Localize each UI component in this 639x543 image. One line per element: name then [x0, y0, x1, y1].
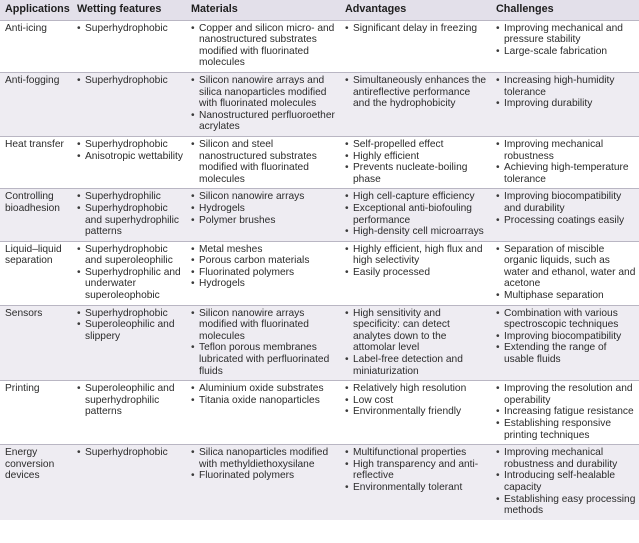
list-item: • Extending the range of usable fluids	[496, 342, 636, 365]
list-item: • Separation of miscible organic liquids, such as water and ethanol, water and acetone	[496, 244, 636, 290]
challenges-cell	[491, 72, 639, 136]
bullet-list	[191, 139, 337, 185]
list-item: • Copper and silicon micro- and nanostructured substrates modified with fluorinated molecules	[191, 23, 337, 69]
table-row	[0, 189, 639, 241]
list-item: • Superhydrophilic	[77, 191, 183, 203]
bullet-list	[496, 23, 636, 58]
application-cell: Anti-icing	[0, 20, 72, 72]
list-item: • Improving mechanical robustness	[496, 139, 636, 162]
application-cell: Liquid–liquid separation	[0, 241, 72, 305]
list-item: • Introducing self-healable capacity	[496, 470, 636, 493]
list-item: • Exceptional anti-biofouling performance	[345, 203, 488, 226]
challenges-cell	[491, 241, 639, 305]
advantages-cell	[340, 189, 491, 241]
bullet-list	[77, 75, 183, 87]
bullet-list	[345, 308, 488, 378]
list-item: • Silica nanoparticles modified with methyldiethoxysilane	[191, 447, 337, 470]
materials-cell	[186, 20, 340, 72]
list-item: • Superhydrophobic and superhydrophilic patterns	[77, 203, 183, 238]
list-item: • High sensitivity and specificity: can detect analytes down to the attomolar level	[345, 308, 488, 354]
list-item: • High transparency and anti-reflective	[345, 459, 488, 482]
header-wetting-features: Wetting features	[72, 0, 186, 20]
application-cell: Printing	[0, 381, 72, 445]
table-row	[0, 72, 639, 136]
list-item: • Multiphase separation	[496, 290, 636, 302]
header-applications: Applications	[0, 0, 72, 20]
bullet-list	[191, 23, 337, 69]
list-item: • Superhydrophobic	[77, 23, 183, 35]
list-item: • Improving mechanical and pressure stability	[496, 23, 636, 46]
challenges-cell	[491, 445, 639, 520]
bullet-list	[496, 191, 636, 226]
bullet-list	[191, 383, 337, 406]
advantages-cell	[340, 445, 491, 520]
list-item: • Highly efficient, high flux and high selectivity	[345, 244, 488, 267]
list-item: • Environmentally tolerant	[345, 482, 488, 494]
list-item: • Porous carbon materials	[191, 255, 337, 267]
list-item: • Simultaneously enhances the antireflective performance and the hydrophobicity	[345, 75, 488, 110]
list-item: • Fluorinated polymers	[191, 470, 337, 482]
list-item: • Superoleophilic and superhydrophilic patterns	[77, 383, 183, 418]
challenges-cell	[491, 189, 639, 241]
table-header	[0, 0, 639, 20]
list-item: • Relatively high resolution	[345, 383, 488, 395]
list-item: • Superhydrophobic and superoleophilic	[77, 244, 183, 267]
list-item: • Large-scale fabrication	[496, 46, 636, 58]
header-advantages: Advantages	[340, 0, 491, 20]
list-item: • Highly efficient	[345, 151, 488, 163]
bullet-list	[345, 139, 488, 185]
list-item: • Establishing easy processing methods	[496, 494, 636, 517]
table-row	[0, 445, 639, 520]
bullet-list	[77, 447, 183, 459]
list-item: • Teflon porous membranes lubricated with perfluorinated fluids	[191, 342, 337, 377]
wetting-features-cell	[72, 189, 186, 241]
materials-cell	[186, 241, 340, 305]
materials-cell	[186, 189, 340, 241]
list-item: • Silicon nanowire arrays modified with fluorinated molecules	[191, 308, 337, 343]
materials-cell	[186, 305, 340, 381]
list-item: • Achieving high-temperature tolerance	[496, 162, 636, 185]
list-item: • Superhydrophobic	[77, 139, 183, 151]
list-item: • Environmentally friendly	[345, 406, 488, 418]
list-item: • High-density cell microarrays	[345, 226, 488, 238]
application-cell: Energy conversion devices	[0, 445, 72, 520]
materials-cell	[186, 445, 340, 520]
list-item: • Superoleophilic and slippery	[77, 319, 183, 342]
challenges-cell	[491, 20, 639, 72]
list-item: • Easily processed	[345, 267, 488, 279]
bullet-list	[77, 191, 183, 237]
list-item: • Silicon and steel nanostructured substrates modified with fluorinated molecules	[191, 139, 337, 185]
wetting-features-cell	[72, 72, 186, 136]
bullet-list	[496, 447, 636, 517]
list-item: • Improving durability	[496, 98, 636, 110]
bullet-list	[496, 244, 636, 302]
bullet-list	[345, 383, 488, 418]
list-item: • Improving mechanical robustness and durability	[496, 447, 636, 470]
bullet-list	[345, 191, 488, 237]
list-item: • Aluminium oxide substrates	[191, 383, 337, 395]
bullet-list	[191, 244, 337, 290]
bullet-list	[345, 23, 488, 35]
bullet-list	[77, 308, 183, 343]
bullet-list	[191, 75, 337, 133]
list-item: • Superhydrophilic and underwater superoleophobic	[77, 267, 183, 302]
list-item: • Significant delay in freezing	[345, 23, 488, 35]
bullet-list	[496, 75, 636, 110]
application-cell: Controlling bioadhesion	[0, 189, 72, 241]
bullet-list	[77, 139, 183, 162]
advantages-cell	[340, 20, 491, 72]
list-item: • Multifunctional properties	[345, 447, 488, 459]
bullet-list	[191, 308, 337, 378]
list-item: • Hydrogels	[191, 203, 337, 215]
application-cell: Sensors	[0, 305, 72, 381]
table-row	[0, 20, 639, 72]
wetting-features-cell	[72, 381, 186, 445]
table-row	[0, 305, 639, 381]
list-item: • Increasing fatigue resistance	[496, 406, 636, 418]
list-item: • Superhydrophobic	[77, 75, 183, 87]
list-item: • Prevents nucleate-boiling phase	[345, 162, 488, 185]
list-item: • Silicon nanowire arrays	[191, 191, 337, 203]
bullet-list	[77, 244, 183, 302]
bullet-list	[496, 308, 636, 366]
materials-cell	[186, 381, 340, 445]
list-item: • Increasing high-humidity tolerance	[496, 75, 636, 98]
materials-cell	[186, 136, 340, 188]
table-row	[0, 241, 639, 305]
list-item: • High cell-capture efficiency	[345, 191, 488, 203]
list-item: • Silicon nanowire arrays and silica nanoparticles modified with fluorinated molecules	[191, 75, 337, 110]
wetting-features-cell	[72, 136, 186, 188]
bullet-list	[191, 191, 337, 226]
list-item: • Improving biocompatibility and durability	[496, 191, 636, 214]
list-item: • Improving biocompatibility	[496, 331, 636, 343]
list-item: • Combination with various spectroscopic techniques	[496, 308, 636, 331]
list-item: • Superhydrophobic	[77, 447, 183, 459]
list-item: • Label-free detection and miniaturization	[345, 354, 488, 377]
header-challenges: Challenges	[491, 0, 639, 20]
list-item: • Self-propelled effect	[345, 139, 488, 151]
wetting-features-cell	[72, 241, 186, 305]
advantages-cell	[340, 241, 491, 305]
list-item: • Titania oxide nanoparticles	[191, 395, 337, 407]
header-materials: Materials	[186, 0, 340, 20]
wetting-features-cell	[72, 20, 186, 72]
list-item: • Anisotropic wettability	[77, 151, 183, 163]
bullet-list	[345, 244, 488, 279]
list-item: • Establishing responsive printing techniques	[496, 418, 636, 441]
advantages-cell	[340, 305, 491, 381]
bullet-list	[496, 139, 636, 185]
advantages-cell	[340, 72, 491, 136]
challenges-cell	[491, 381, 639, 445]
table-row	[0, 381, 639, 445]
challenges-cell	[491, 305, 639, 381]
list-item: • Metal meshes	[191, 244, 337, 256]
bullet-list	[77, 23, 183, 35]
bullet-list	[77, 383, 183, 418]
table-body	[0, 20, 639, 520]
list-item: • Improving the resolution and operability	[496, 383, 636, 406]
application-cell: Anti-fogging	[0, 72, 72, 136]
list-item: • Polymer brushes	[191, 215, 337, 227]
challenges-cell	[491, 136, 639, 188]
wetting-features-cell	[72, 305, 186, 381]
list-item: • Low cost	[345, 395, 488, 407]
list-item: • Superhydrophobic	[77, 308, 183, 320]
list-item: • Hydrogels	[191, 278, 337, 290]
list-item: • Processing coatings easily	[496, 215, 636, 227]
application-cell: Heat transfer	[0, 136, 72, 188]
bullet-list	[191, 447, 337, 482]
bullet-list	[345, 75, 488, 110]
wetting-features-cell	[72, 445, 186, 520]
bullet-list	[496, 383, 636, 441]
advantages-cell	[340, 381, 491, 445]
table-row	[0, 136, 639, 188]
advantages-cell	[340, 136, 491, 188]
header-row	[0, 0, 639, 20]
list-item: • Fluorinated polymers	[191, 267, 337, 279]
bullet-list	[345, 447, 488, 493]
list-item: • Nanostructured perfluoroether acrylates	[191, 110, 337, 133]
materials-cell	[186, 72, 340, 136]
